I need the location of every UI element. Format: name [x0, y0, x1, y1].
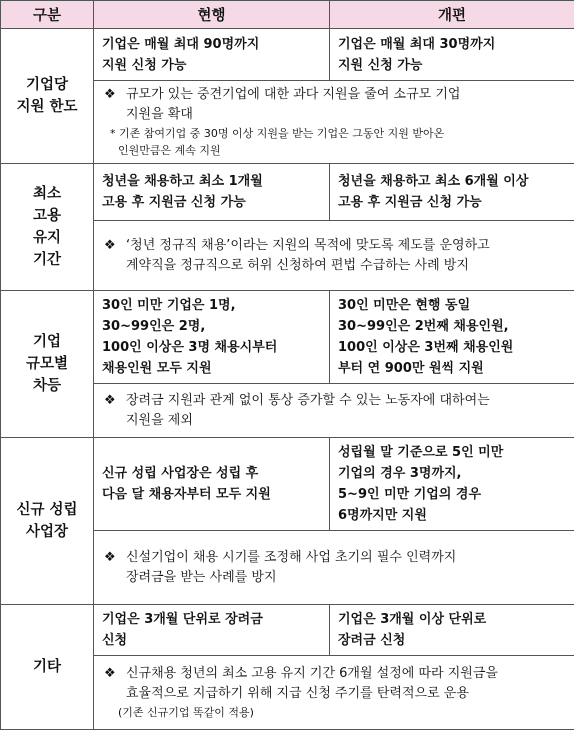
note-cell: [94, 384, 574, 438]
current-cell: 기업은 매월 최대 90명까지 지원 신청 가능: [94, 29, 330, 81]
diamond-bullet-icon: ❖: [104, 237, 116, 253]
note-cell: [94, 221, 574, 291]
footnote: * 기존 참여기업 중 30명 이상 지원을 받는 기업은 그동안 지원 받아온: [110, 127, 445, 140]
note-cell: [94, 531, 574, 605]
table-row: [1, 291, 574, 384]
row-category: 기타: [1, 605, 94, 730]
row-category: 최소 고용 유지 기간: [1, 164, 94, 291]
note-bullet: ❖ 장려금 지원과 관계 없이 통상 증가할 수 있는 노동자에 대하여는 지원을 제외: [104, 392, 490, 428]
current-cell: 신규 성립 사업장은 성립 후 다음 달 채용자부터 모두 지원: [94, 438, 330, 531]
table-row: [1, 438, 574, 531]
revised-cell: 30인 미만은 현행 동일 30~99인은 2번째 채용인원, 100인 이상은 3번째 채용인원 부터 연 900만 원씩 지원: [330, 291, 574, 384]
note-cell: [94, 81, 574, 164]
note-bullet: ❖ 신설기업이 채용 시기를 조정해 사업 초기의 필수 인력까지 장려금을 받는 사례를 방지: [104, 549, 457, 585]
row-category: 기업당 지원 한도: [1, 29, 94, 164]
revised-cell: 기업은 3개월 이상 단위로 장려금 신청: [330, 605, 574, 656]
revised-cell: 청년을 채용하고 최소 6개월 이상 고용 후 지원금 신청 가능: [330, 164, 574, 221]
footnote: (기존 신규기업 똑같이 적용): [118, 706, 254, 719]
revised-cell: 성립월 말 기준으로 5인 미만 기업의 경우 3명까지, 5~9인 미만 기업의 경우 6명까지만 지원: [330, 438, 574, 531]
current-cell: 청년을 채용하고 최소 1개월 고용 후 지원금 신청 가능: [94, 164, 330, 221]
note-bullet: ❖ ‘청년 정규직 채용’이라는 지원의 목적에 맞도록 제도를 운영하고 계약직을 정규직으로 허위 신청하여 편법 수급하는 사례 방지: [104, 237, 490, 273]
table-row: [1, 29, 574, 81]
header-revised: 개편: [330, 1, 574, 29]
diamond-bullet-icon: ❖: [104, 392, 116, 408]
current-cell: 기업은 3개월 단위로 장려금 신청: [94, 605, 330, 656]
header-row: [1, 1, 574, 29]
revised-cell: 기업은 매월 최대 30명까지 지원 신청 가능: [330, 29, 574, 81]
diamond-bullet-icon: ❖: [104, 87, 116, 102]
note-bullet: ❖ 규모가 있는 중견기업에 대한 과다 지원을 줄여 소규모 기업 지원을 확대: [104, 87, 461, 122]
diamond-bullet-icon: ❖: [104, 549, 116, 565]
note-cell: [94, 656, 574, 730]
row-category: 신규 성립 사업장: [1, 438, 94, 605]
note-bullet: ❖ 신규채용 청년의 최소 고용 유지 기간 6개월 설정에 따라 지원금을 효율적으로 지급하기 위해 지급 신청 주기를 탄력적으로 운용: [104, 666, 498, 701]
header-category: 구분: [1, 1, 94, 29]
footnote-cont: 인원만큼은 계속 지원: [118, 144, 221, 157]
current-cell: 30인 미만 기업은 1명, 30~99인은 2명, 100인 이상은 3명 채용시부터 채용인원 모두 지원: [94, 291, 330, 384]
header-current: 현행: [94, 1, 330, 29]
table-row: [1, 605, 574, 656]
row-category: 기업 규모별 차등: [1, 291, 94, 438]
diamond-bullet-icon: ❖: [104, 666, 116, 681]
table-row: [1, 164, 574, 221]
